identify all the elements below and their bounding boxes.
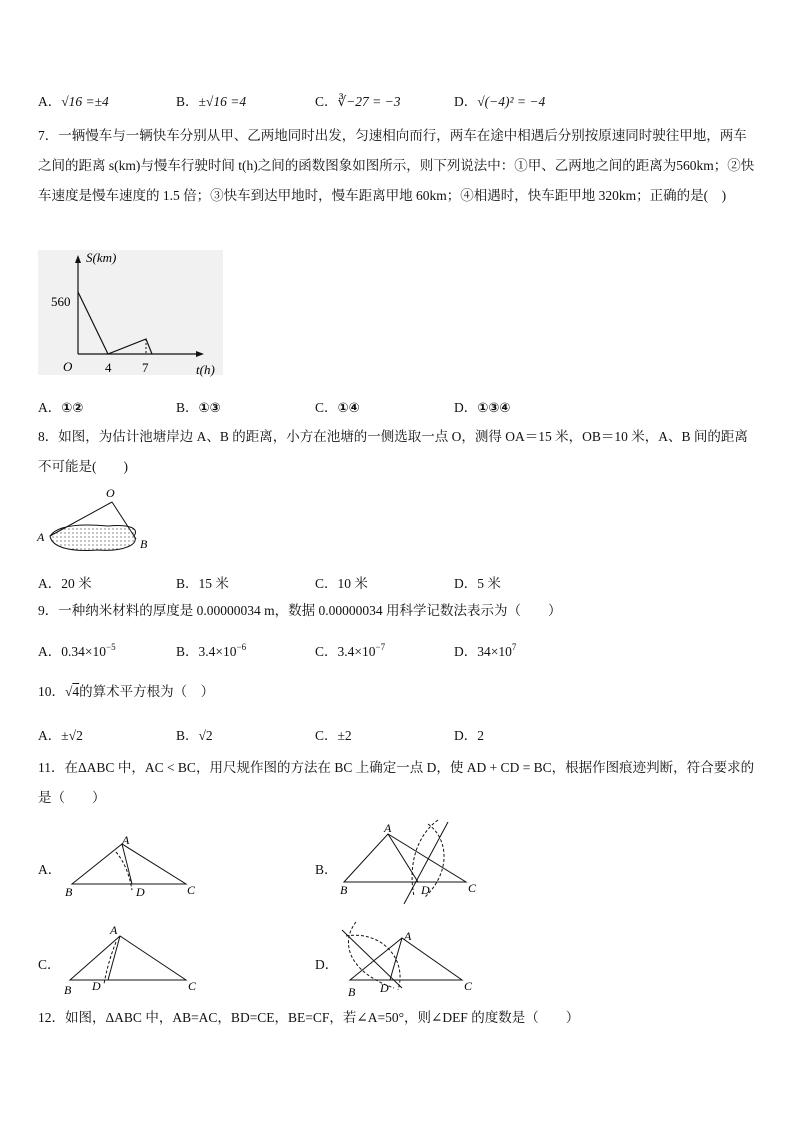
label-B: B [64,983,72,997]
arc-trace-2 [346,935,400,990]
q8-option-b: B．15 米 [176,576,229,591]
label-A: A [37,530,45,544]
segment-AD [388,834,418,882]
q10-option-a: A．±√2 [38,728,83,743]
y-axis-label: S(km) [86,250,117,265]
q6-option-d: D．√(−4)² = −4 [454,94,546,109]
label-A: A [404,929,412,943]
q11-figure-d [338,918,488,1004]
q8-option-c: C．10 米 [315,576,368,591]
label-D: D [92,979,101,993]
label-D: D [136,885,145,898]
segment-AD [108,936,120,980]
q7-option-b: B．①③ [176,400,221,416]
q10-option-b: B．√2 [176,728,213,743]
q11-figure-b [338,818,488,906]
q7-option-c: C．①④ [315,400,360,416]
q10-option-c: C．±2 [315,728,352,743]
label-D: D [380,981,389,995]
label-B: B [348,985,356,999]
label-C: C [188,979,197,993]
label-A: A [384,821,392,835]
label-A: A [110,923,118,937]
x-tick-7: 7 [142,360,149,375]
q9-option-d: D．$34\times 10^7$ [454,642,517,659]
x-tick-4: 4 [105,360,112,375]
q8-option-a: A．20 米 [38,576,92,591]
label-A: A [122,833,130,847]
q11-figure-a [62,832,202,898]
q11-option-a-letter: A． [38,862,62,877]
segment-AD [122,844,132,884]
label-B: B [340,883,348,897]
graph-background [38,250,223,375]
label-C: C [464,979,473,993]
q8-pond-figure [36,484,166,556]
q11-option-d-letter: D． [315,957,339,972]
triangle [70,936,186,980]
segment-AD [390,938,402,980]
q10-option-d: D．2 [454,728,484,743]
arc-trace-1 [348,922,394,988]
label-B: B [140,537,148,551]
label-O: O [106,486,115,500]
q6-option-a: A．√16 =±4 [38,94,109,109]
q6-option-b: B．±√16 =4 [176,94,247,109]
label-C: C [468,881,477,895]
q11-stem: 11．在ΔABC 中，AC < BC，用尺规作图的方法在 BC 上确定一点 D，使 AD + CD = BC，根据作图痕迹判断，符合要求的是（ ） [38,760,755,805]
q9-option-b: B．$3.4\times 10^{-6}$ [176,642,247,659]
y-tick-560: 560 [51,294,71,309]
q11-option-b-letter: B． [315,862,338,877]
q12-stem: 12．如图，ΔABC 中，AB=AC，BD=CE，BE=CF，若∠A=50°，则∠DEF 的度数是（ ） [38,1010,580,1025]
q8-option-d: D．5 米 [454,576,501,591]
label-D: D [421,883,430,897]
label-B: B [65,885,73,898]
q11-option-c-letter: C． [38,957,61,972]
q7-option-a: A．①② [38,400,84,416]
q10-stem: 10．√4的算术平方根为（ ） [38,684,215,699]
x-axis-label: t(h) [196,362,215,377]
q6-option-c: C．∛−27 = −3 [315,94,401,109]
q11-figure-c [62,922,202,998]
triangle [72,844,186,884]
label-C: C [187,883,196,897]
q9-stem: 9．一种纳米材料的厚度是 0.00000034 m，数据 0.00000034 用科学记数法表示为（ ） [38,603,562,618]
q7-graph [38,250,228,380]
triangle [344,834,466,882]
origin-label: O [63,359,73,374]
triangle [350,938,462,980]
q9-option-c: C．$3.4\times 10^{-7}$ [315,642,386,659]
q9-option-a: A．$0.34\times 10^{-5}$ [38,642,116,659]
q8-stem: 8．如图，为估计池塘岸边 A、B 的距离，小方在池塘的一侧选取一点 O，测得 OA＝15 米，OB＝10 米，A、B 间的距离不可能是( ) [38,429,748,474]
q7-stem: 7．一辆慢车与一辆快车分别从甲、乙两地同时出发，匀速相向而行，两车在途中相遇后分别按原速同时驶往甲地，两车之间的距离 s(km)与慢车行驶时间 t(h)之间的函数图象如图所示，则下列说法中：①甲、乙两地之间的距离为560km；②快车速度是慢车速度的 1.5 倍；③快车到达甲地时，慢车距离甲地 60km；④相遇时，快车距甲地 320km；正确的是( ) [38,128,755,203]
q7-option-d: D．①③④ [454,400,511,416]
